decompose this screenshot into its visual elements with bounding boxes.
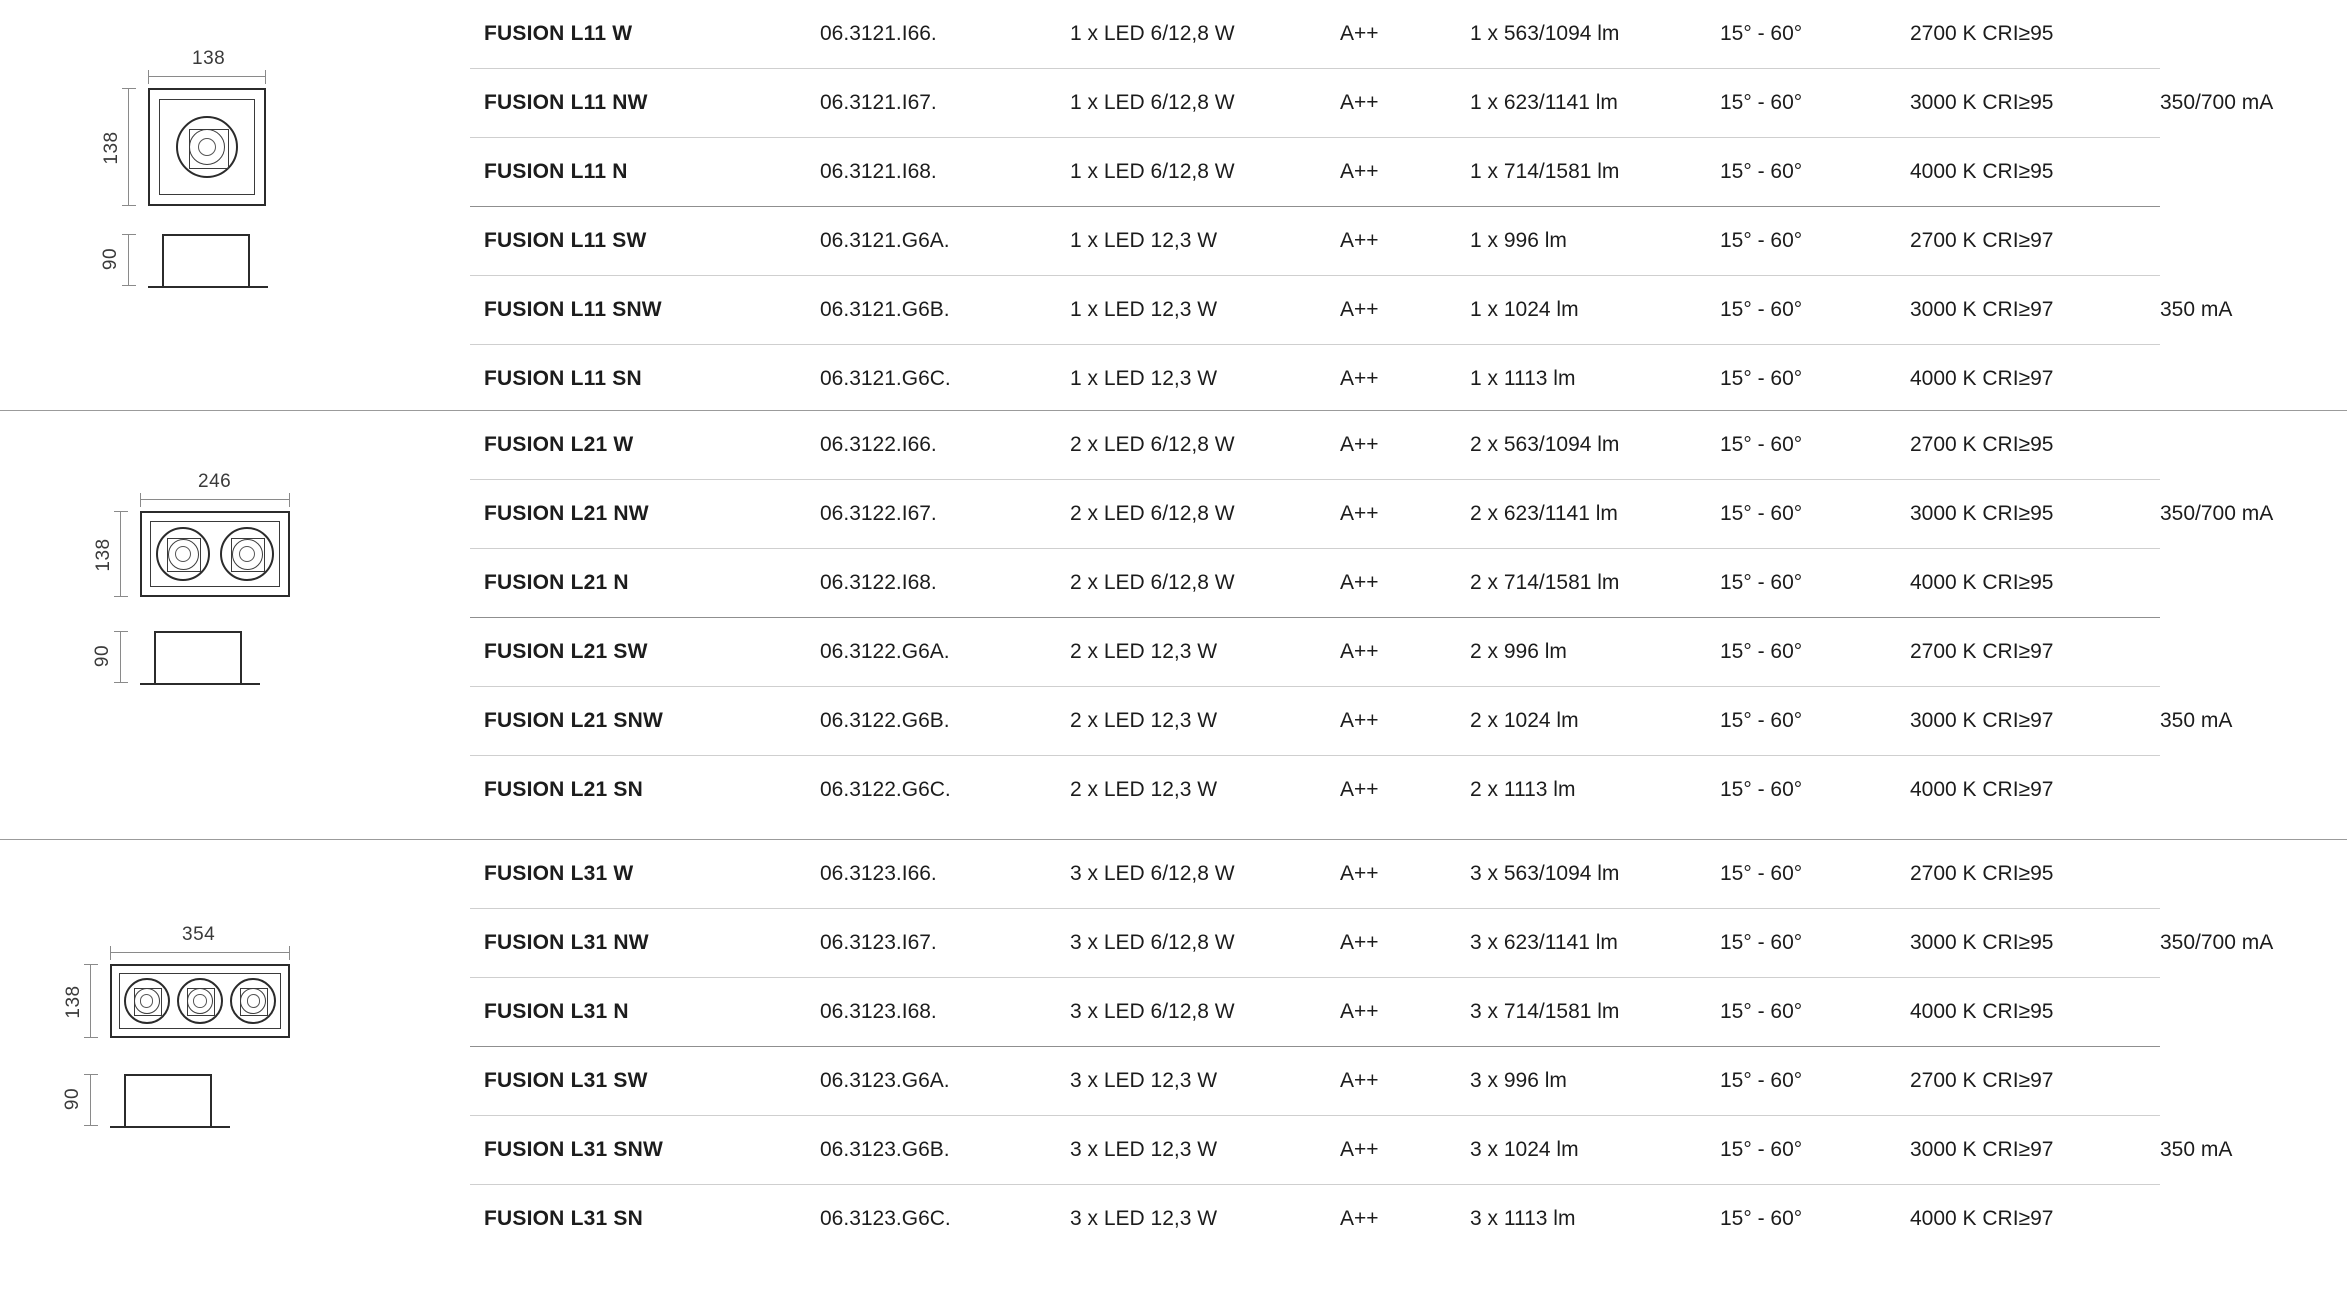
dimension-line-height xyxy=(90,964,91,1038)
cell-beam: 15° - 60° xyxy=(1720,840,1910,909)
product-group-l21 xyxy=(0,410,2347,839)
cell-model: FUSION L11 W xyxy=(470,0,820,69)
cell-model: FUSION L21 N xyxy=(470,549,820,618)
cell-energy: A++ xyxy=(1340,909,1470,978)
cell-cct: 4000 K CRI≥95 xyxy=(1910,549,2160,618)
cell-energy: A++ xyxy=(1340,367,1379,390)
specs-table xyxy=(470,840,2347,1253)
cell-energy: A++ xyxy=(1340,0,1470,69)
cell-model: FUSION L31 N xyxy=(470,978,820,1047)
cell-beam: 15° - 60° xyxy=(1720,138,1910,207)
cell-model: FUSION L11 SNW xyxy=(470,276,820,345)
cell-model: FUSION L31 SNW xyxy=(470,1116,820,1185)
cell-code: 06.3122.G6B. xyxy=(820,687,1070,756)
cell-energy: A++ xyxy=(1340,549,1470,618)
cell-beam: 15° - 60° xyxy=(1720,549,1910,618)
cell-energy: A++ xyxy=(1340,1116,1470,1185)
dimension-label-height: 138 xyxy=(101,131,122,165)
spec-table-l11 xyxy=(470,0,2347,410)
table-row xyxy=(470,69,2347,138)
section-body xyxy=(154,631,242,683)
cell-lamp: 3 x LED 6/12,8 W xyxy=(1070,978,1340,1047)
cell-code: 06.3122.I68. xyxy=(820,549,1070,618)
dimension-line-height xyxy=(128,88,129,206)
table-row xyxy=(470,1185,2347,1254)
cell-beam: 15° - 60° xyxy=(1720,411,1910,480)
cell-model: FUSION L31 SN xyxy=(484,1207,643,1230)
cell-lamp: 3 x LED 12,3 W xyxy=(1070,1207,1218,1230)
cell-lamp: 2 x LED 12,3 W xyxy=(1070,778,1218,801)
cell-lumen: 3 x 714/1581 lm xyxy=(1470,978,1720,1047)
cell-code: 06.3121.G6A. xyxy=(820,207,1070,276)
cell-model: FUSION L21 SW xyxy=(470,618,820,687)
fixture-plan-body xyxy=(148,88,266,206)
table-row xyxy=(470,549,2347,618)
cell-current: 350 mA xyxy=(2160,297,2233,321)
fixture-section-view xyxy=(148,228,268,302)
cell-beam: 15° - 60° xyxy=(1720,618,1910,687)
cell-lamp: 3 x LED 6/12,8 W xyxy=(1070,840,1340,909)
gimbal-square xyxy=(189,129,229,169)
cell-beam: 15° - 60° xyxy=(1720,978,1910,1047)
cell-beam: 15° - 60° xyxy=(1720,909,1910,978)
cell-lumen: 1 x 1024 lm xyxy=(1470,276,1720,345)
specs-table xyxy=(470,411,2347,824)
cell-code: 06.3121.G6C. xyxy=(820,367,951,390)
gimbal-square xyxy=(167,538,201,572)
cell-energy: A++ xyxy=(1340,840,1470,909)
cell-lamp: 1 x LED 12,3 W xyxy=(1070,207,1340,276)
cell-code: 06.3121.G6B. xyxy=(820,276,1070,345)
cell-model: FUSION L31 NW xyxy=(470,909,820,978)
cell-energy: A++ xyxy=(1340,480,1470,549)
section-flange xyxy=(148,286,268,288)
cell-cct: 3000 K CRI≥97 xyxy=(1910,276,2160,345)
cell-code: 06.3122.G6C. xyxy=(820,778,951,801)
cell-current: 350/700 mA xyxy=(2160,91,2274,115)
section-flange xyxy=(140,683,260,685)
cell-code: 06.3121.I67. xyxy=(820,69,1070,138)
cell-lamp: 2 x LED 6/12,8 W xyxy=(1070,480,1340,549)
cell-energy: A++ xyxy=(1340,1047,1470,1116)
cell-model: FUSION L31 W xyxy=(470,840,820,909)
cell-model: FUSION L11 NW xyxy=(470,69,820,138)
cell-lumen: 2 x 563/1094 lm xyxy=(1470,411,1720,480)
drawing-column-l31 xyxy=(0,840,470,1268)
cell-current: 350 mA xyxy=(2160,1137,2233,1161)
dimension-line-height xyxy=(120,511,121,597)
cell-beam: 15° - 60° xyxy=(1720,1047,1910,1116)
cell-cct: 2700 K CRI≥95 xyxy=(1910,0,2160,69)
cell-energy: A++ xyxy=(1340,1207,1379,1230)
cell-cct: 2700 K CRI≥95 xyxy=(1910,411,2160,480)
table-row xyxy=(470,345,2347,414)
cell-lumen: 1 x 563/1094 lm xyxy=(1470,0,1720,69)
fixture-plan-inner xyxy=(119,973,281,1029)
technical-drawing-l11 xyxy=(0,0,470,410)
cell-lumen: 3 x 563/1094 lm xyxy=(1470,840,1720,909)
cell-lumen: 1 x 1113 lm xyxy=(1470,367,1576,390)
cell-cct: 2700 K CRI≥97 xyxy=(1910,618,2160,687)
cell-beam: 15° - 60° xyxy=(1720,69,1910,138)
cell-energy: A++ xyxy=(1340,411,1470,480)
product-group-l31 xyxy=(0,839,2347,1268)
cell-lamp: 1 x LED 12,3 W xyxy=(1070,276,1340,345)
gimbal-square xyxy=(134,988,162,1016)
cell-beam: 15° - 60° xyxy=(1720,778,1803,801)
cell-model: FUSION L11 SN xyxy=(484,367,642,390)
cell-energy: A++ xyxy=(1340,778,1379,801)
gimbal-cell xyxy=(176,116,238,178)
table-row xyxy=(470,0,2347,69)
dimension-line-depth xyxy=(90,1074,91,1126)
cell-lumen: 2 x 714/1581 lm xyxy=(1470,549,1720,618)
cell-beam: 15° - 60° xyxy=(1720,207,1910,276)
cell-code: 06.3123.G6A. xyxy=(820,1047,1070,1116)
spec-table-l31 xyxy=(470,840,2347,1268)
cell-lumen: 2 x 1024 lm xyxy=(1470,687,1720,756)
cell-lamp: 2 x LED 6/12,8 W xyxy=(1070,549,1340,618)
cell-beam: 15° - 60° xyxy=(1720,1207,1803,1230)
dimension-label-depth: 90 xyxy=(100,247,121,271)
cell-cct: 3000 K CRI≥95 xyxy=(1910,909,2160,978)
dimension-label-height: 138 xyxy=(63,985,84,1019)
spec-table-l21 xyxy=(470,411,2347,839)
cell-cct: 2700 K CRI≥97 xyxy=(1910,1047,2160,1116)
cell-lamp: 1 x LED 12,3 W xyxy=(1070,367,1218,390)
cell-energy: A++ xyxy=(1340,207,1470,276)
cell-cct: 4000 K CRI≥95 xyxy=(1910,978,2160,1047)
cell-code: 06.3123.I68. xyxy=(820,978,1070,1047)
dimension-label-depth: 90 xyxy=(92,644,113,668)
fixture-plan-inner xyxy=(150,521,280,587)
cell-cct: 3000 K CRI≥95 xyxy=(1910,480,2160,549)
table-row xyxy=(470,1116,2347,1185)
section-flange xyxy=(110,1126,230,1128)
table-row xyxy=(470,1047,2347,1116)
cell-lumen: 2 x 996 lm xyxy=(1470,618,1720,687)
table-row xyxy=(470,756,2347,825)
dimension-label-width: 354 xyxy=(182,924,216,945)
cell-model: FUSION L11 N xyxy=(470,138,820,207)
dimension-line-width xyxy=(140,499,290,500)
gimbal-square xyxy=(187,988,215,1016)
cell-code: 06.3122.I66. xyxy=(820,411,1070,480)
cell-lamp: 2 x LED 12,3 W xyxy=(1070,618,1340,687)
table-row xyxy=(470,411,2347,480)
cell-cct: 3000 K CRI≥97 xyxy=(1910,687,2160,756)
cell-cct: 4000 K CRI≥95 xyxy=(1910,138,2160,207)
cell-energy: A++ xyxy=(1340,138,1470,207)
cell-lumen: 1 x 714/1581 lm xyxy=(1470,138,1720,207)
cell-code: 06.3123.I66. xyxy=(820,840,1070,909)
table-row xyxy=(470,480,2347,549)
cell-lumen: 2 x 623/1141 lm xyxy=(1470,480,1720,549)
dimension-label-height: 138 xyxy=(93,538,114,572)
dimension-line-width xyxy=(148,76,266,77)
cell-lamp: 1 x LED 6/12,8 W xyxy=(1070,69,1340,138)
gimbal-cell xyxy=(177,978,223,1024)
cell-model: FUSION L21 SN xyxy=(484,778,643,801)
cell-cct: 4000 K CRI≥97 xyxy=(1910,778,2054,801)
table-row xyxy=(470,138,2347,207)
cell-cct: 4000 K CRI≥97 xyxy=(1910,367,2054,390)
dimension-label-width: 246 xyxy=(198,471,232,492)
cell-lumen: 3 x 996 lm xyxy=(1470,1047,1720,1116)
technical-drawing-l31 xyxy=(0,840,470,1268)
cell-lumen: 1 x 996 lm xyxy=(1470,207,1720,276)
table-row xyxy=(470,618,2347,687)
cell-lamp: 1 x LED 6/12,8 W xyxy=(1070,138,1340,207)
cell-energy: A++ xyxy=(1340,276,1470,345)
cell-current: 350 mA xyxy=(2160,708,2233,732)
cell-lumen: 3 x 1113 lm xyxy=(1470,1207,1576,1230)
table-row xyxy=(470,687,2347,756)
cell-code: 06.3121.I68. xyxy=(820,138,1070,207)
cell-energy: A++ xyxy=(1340,978,1470,1047)
cell-lamp: 3 x LED 12,3 W xyxy=(1070,1116,1340,1185)
cell-model: FUSION L21 SNW xyxy=(470,687,820,756)
table-row xyxy=(470,207,2347,276)
gimbal-cell xyxy=(230,978,276,1024)
drawing-column-l11 xyxy=(0,0,470,410)
cell-energy: A++ xyxy=(1340,69,1470,138)
cell-code: 06.3122.G6A. xyxy=(820,618,1070,687)
section-body xyxy=(124,1074,212,1126)
dimension-label-depth: 90 xyxy=(62,1087,83,1111)
cell-code: 06.3123.G6C. xyxy=(820,1207,951,1230)
gimbal-cell xyxy=(220,527,274,581)
cell-code: 06.3123.G6B. xyxy=(820,1116,1070,1185)
cell-beam: 15° - 60° xyxy=(1720,687,1910,756)
table-row xyxy=(470,978,2347,1047)
technical-drawing-l21 xyxy=(0,411,470,839)
fixture-section-view xyxy=(110,1068,230,1142)
cell-lamp: 1 x LED 6/12,8 W xyxy=(1070,0,1340,69)
table-row xyxy=(470,276,2347,345)
cell-model: FUSION L21 NW xyxy=(470,480,820,549)
cell-lamp: 3 x LED 6/12,8 W xyxy=(1070,909,1340,978)
cell-beam: 15° - 60° xyxy=(1720,367,1803,390)
cell-beam: 15° - 60° xyxy=(1720,480,1910,549)
fixture-plan-body xyxy=(140,511,290,597)
product-group-l11 xyxy=(0,0,2347,410)
gimbal-cell xyxy=(124,978,170,1024)
cell-model: FUSION L11 SW xyxy=(470,207,820,276)
cell-model: FUSION L21 W xyxy=(470,411,820,480)
cell-code: 06.3123.I67. xyxy=(820,909,1070,978)
cell-beam: 15° - 60° xyxy=(1720,276,1910,345)
cell-beam: 15° - 60° xyxy=(1720,1116,1910,1185)
cell-cct: 3000 K CRI≥95 xyxy=(1910,69,2160,138)
cell-current: 350/700 mA xyxy=(2160,931,2274,955)
specs-table xyxy=(470,0,2347,413)
cell-lumen: 3 x 623/1141 lm xyxy=(1470,909,1720,978)
fixture-section-view xyxy=(140,625,260,699)
cell-energy: A++ xyxy=(1340,618,1470,687)
cell-lumen: 1 x 623/1141 lm xyxy=(1470,69,1720,138)
table-row xyxy=(470,909,2347,978)
section-body xyxy=(162,234,250,286)
cell-lumen: 3 x 1024 lm xyxy=(1470,1116,1720,1185)
cell-cct: 3000 K CRI≥97 xyxy=(1910,1116,2160,1185)
cell-code: 06.3122.I67. xyxy=(820,480,1070,549)
cell-cct: 2700 K CRI≥97 xyxy=(1910,207,2160,276)
dimension-label-width: 138 xyxy=(192,48,226,69)
fixture-plan-inner xyxy=(159,99,255,195)
cell-code: 06.3121.I66. xyxy=(820,0,1070,69)
cell-cct: 2700 K CRI≥95 xyxy=(1910,840,2160,909)
dimension-line-depth xyxy=(128,234,129,286)
table-row xyxy=(470,840,2347,909)
cell-lamp: 3 x LED 12,3 W xyxy=(1070,1047,1340,1116)
cell-cct: 4000 K CRI≥97 xyxy=(1910,1207,2054,1230)
dimension-line-depth xyxy=(120,631,121,683)
dimension-line-width xyxy=(110,952,290,953)
fixture-plan-body xyxy=(110,964,290,1038)
gimbal-square xyxy=(231,538,265,572)
cell-lamp: 2 x LED 12,3 W xyxy=(1070,687,1340,756)
drawing-column-l21 xyxy=(0,411,470,839)
cell-energy: A++ xyxy=(1340,687,1470,756)
cell-current: 350/700 mA xyxy=(2160,502,2274,526)
cell-lumen: 2 x 1113 lm xyxy=(1470,778,1576,801)
gimbal-cell xyxy=(156,527,210,581)
gimbal-square xyxy=(240,988,268,1016)
cell-model: FUSION L31 SW xyxy=(470,1047,820,1116)
cell-lamp: 2 x LED 6/12,8 W xyxy=(1070,411,1340,480)
cell-beam: 15° - 60° xyxy=(1720,0,1910,69)
